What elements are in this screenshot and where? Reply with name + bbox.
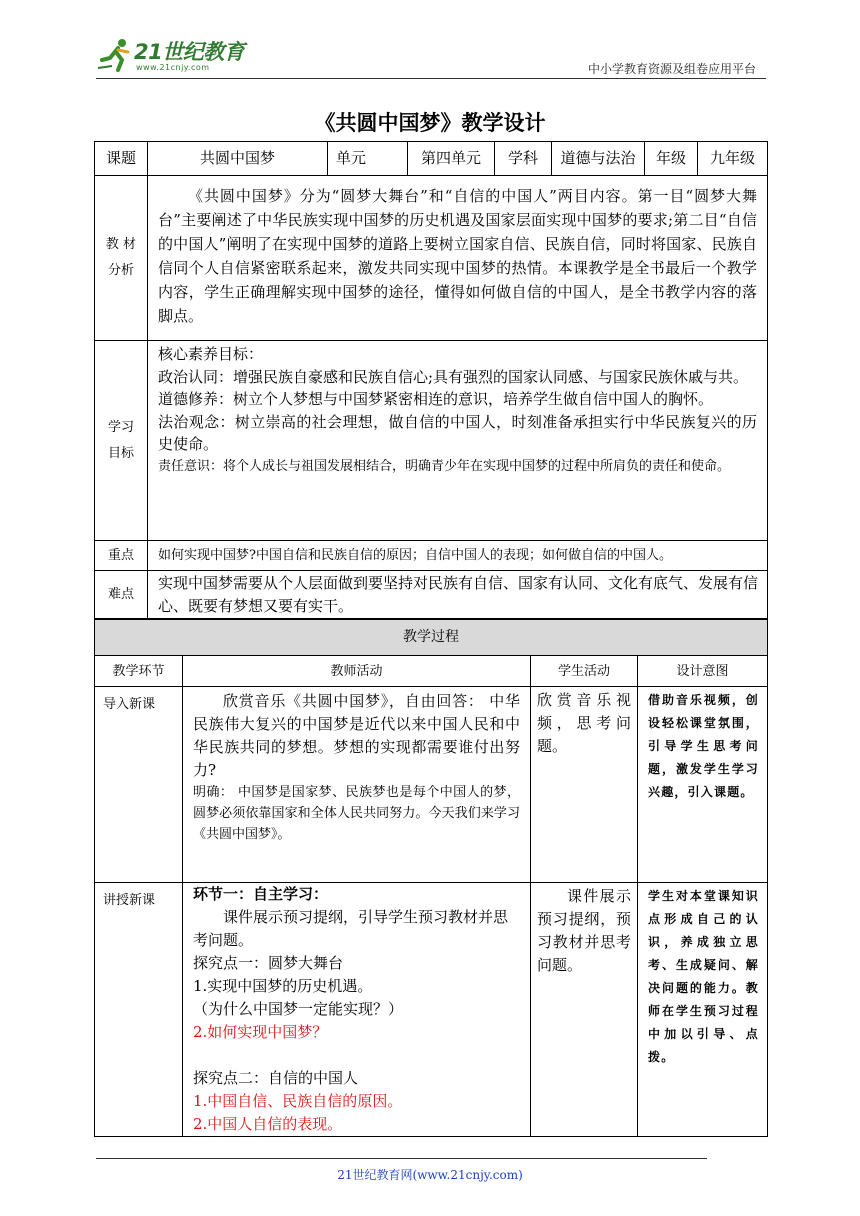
footer-divider xyxy=(96,1158,707,1159)
difficulty-row xyxy=(95,571,768,619)
logo-url: www.21cnjy.com xyxy=(136,63,210,72)
document-title: 《共圆中国梦》教学设计 xyxy=(314,111,546,135)
design-intro: 借助音乐视频，创设轻松课堂氛围，引导学生思考问题，激发学生学习兴趣，引入课题。 xyxy=(638,687,768,883)
item-three: 1.中国自信、民族自信的原因。 xyxy=(193,1092,403,1110)
logo-text: 21世纪教育 xyxy=(134,40,245,64)
process-header-row xyxy=(95,656,768,687)
item-two: 2.如何实现中国梦？ xyxy=(193,1023,328,1041)
design-new: 学生对本堂课知识点形成自己的认识，养成独立思考、生成疑问、解决问题的能力。教师在学生预习过程中加以引导、点拨。 xyxy=(638,883,768,1137)
key-point-label: 重点 xyxy=(95,541,148,571)
footer-link[interactable]: 21世纪教育网(www.21cnjy.com) xyxy=(337,1168,523,1182)
grade-value: 九年级 xyxy=(698,142,768,176)
process-title-row xyxy=(95,620,768,656)
link-intro: 课件展示预习提纲，引导学生预习教材并思考问题。 xyxy=(193,908,509,949)
goal-political: 政治认同：增强民族自豪感和民族自信心;具有强烈的国家认同感、与国家民族休戚与共。 xyxy=(158,367,749,386)
item-four: 2.中国人自信的表现。 xyxy=(193,1115,343,1133)
info-row xyxy=(95,142,768,176)
analysis-label: 教 材 分析 xyxy=(95,176,148,341)
item-one: 1.实现中国梦的历史机遇。 xyxy=(193,977,373,995)
subject-label: 学科 xyxy=(495,142,552,176)
grade-label: 年级 xyxy=(645,142,698,176)
teacher-new xyxy=(183,883,531,1137)
course-label: 课题 xyxy=(95,142,148,176)
goal-responsibility: 责任意识：将个人成长与祖国发展相结合，明确青少年在实现中国梦的过程中所肩负的责任和使命。 xyxy=(158,458,731,474)
process-table xyxy=(94,619,768,1137)
subject-value: 道德与法治 xyxy=(552,142,645,176)
process-row-intro xyxy=(95,687,768,883)
point-two: 探究点二：自信的中国人 xyxy=(193,1069,359,1087)
stage-new: 讲授新课 xyxy=(95,883,183,1137)
header-student: 学生活动 xyxy=(531,656,638,687)
goals-heading: 核心素养目标： xyxy=(158,345,264,363)
key-point-row xyxy=(95,541,768,571)
goals-text xyxy=(148,341,768,541)
link-title: 环节一：自主学习： xyxy=(193,885,329,903)
analysis-text: 《共圆中国梦》分为“圆梦大舞台”和“自信的中国人”两目内容。第一目“圆梦大舞台”主要阐述了中华民族实现中国梦的历史机遇及国家层面实现中国梦的要求;第二目“自信的中国人”阐明了在实现中国梦的道路上要树立国家自信、民族自信，同时将国家、民族自信同个人自信紧密联系起来，激发共同实现中国梦的热情。本课教学是全书最后一个教学内容，学生正确理解实现中国梦的途径，懂得如何做自信的中国人，是全书教学内容的落脚点。 xyxy=(148,176,768,341)
process-row-new xyxy=(95,883,768,1137)
header-stage: 教学环节 xyxy=(95,656,183,687)
logo xyxy=(96,36,266,78)
course-value: 共圆中国梦 xyxy=(148,142,328,176)
goal-law: 法治观念：树立崇高的社会理想，做自信的中国人，时刻准备承担实行中华民族复兴的历史使命。 xyxy=(158,412,757,453)
student-new: 课件展示预习提纲，预习教材并思考问题。 xyxy=(531,883,638,1137)
runner-logo-icon xyxy=(96,36,136,76)
lesson-info-table xyxy=(94,141,768,619)
goals-row xyxy=(95,341,768,541)
analysis-row xyxy=(95,176,768,341)
platform-name: 中小学教育资源及组卷应用平台 xyxy=(587,62,756,76)
header-teacher: 教师活动 xyxy=(183,656,531,687)
key-point-text: 如何实现中国梦?中国自信和民族自信的原因；自信中国人的表现；如何做自信的中国人。 xyxy=(148,541,768,571)
stage-intro: 导入新课 xyxy=(95,687,183,883)
unit-value: 第四单元 xyxy=(408,142,495,176)
student-intro: 欣赏音乐视频，思考问题。 xyxy=(531,687,638,883)
point-one: 探究点一：圆梦大舞台 xyxy=(193,954,344,972)
page-header xyxy=(96,36,766,79)
unit-label: 单元 xyxy=(328,142,408,176)
process-title: 教学过程 xyxy=(95,620,768,656)
teacher-intro: 欣赏音乐《共圆中国梦》，自由回答： 中华民族伟大复兴的中国梦是近代以来中国人民和中华民族共同的梦想。梦想的实现都需要谁付出努力? 明确： 中国梦是国家梦、民族梦也是每个中国人的梦，圆梦必须依靠国家和全体人民共同努力。今天我们来学习《共圆中国梦》。 xyxy=(183,687,531,883)
goals-label: 学习 目标 xyxy=(95,341,148,541)
item-one-note: （为什么中国梦一定能实现？） xyxy=(193,1000,404,1018)
goal-moral: 道德修养：树立个人梦想与中国梦紧密相连的意识，培养学生做自信中国人的胸怀。 xyxy=(158,390,714,408)
header-design: 设计意图 xyxy=(638,656,768,687)
difficulty-text: 实现中国梦需要从个人层面做到要坚持对民族有自信、国家有认同、文化有底气、发展有信心、既要有梦想又要有实干。 xyxy=(148,571,768,619)
difficulty-label: 难点 xyxy=(95,571,148,619)
